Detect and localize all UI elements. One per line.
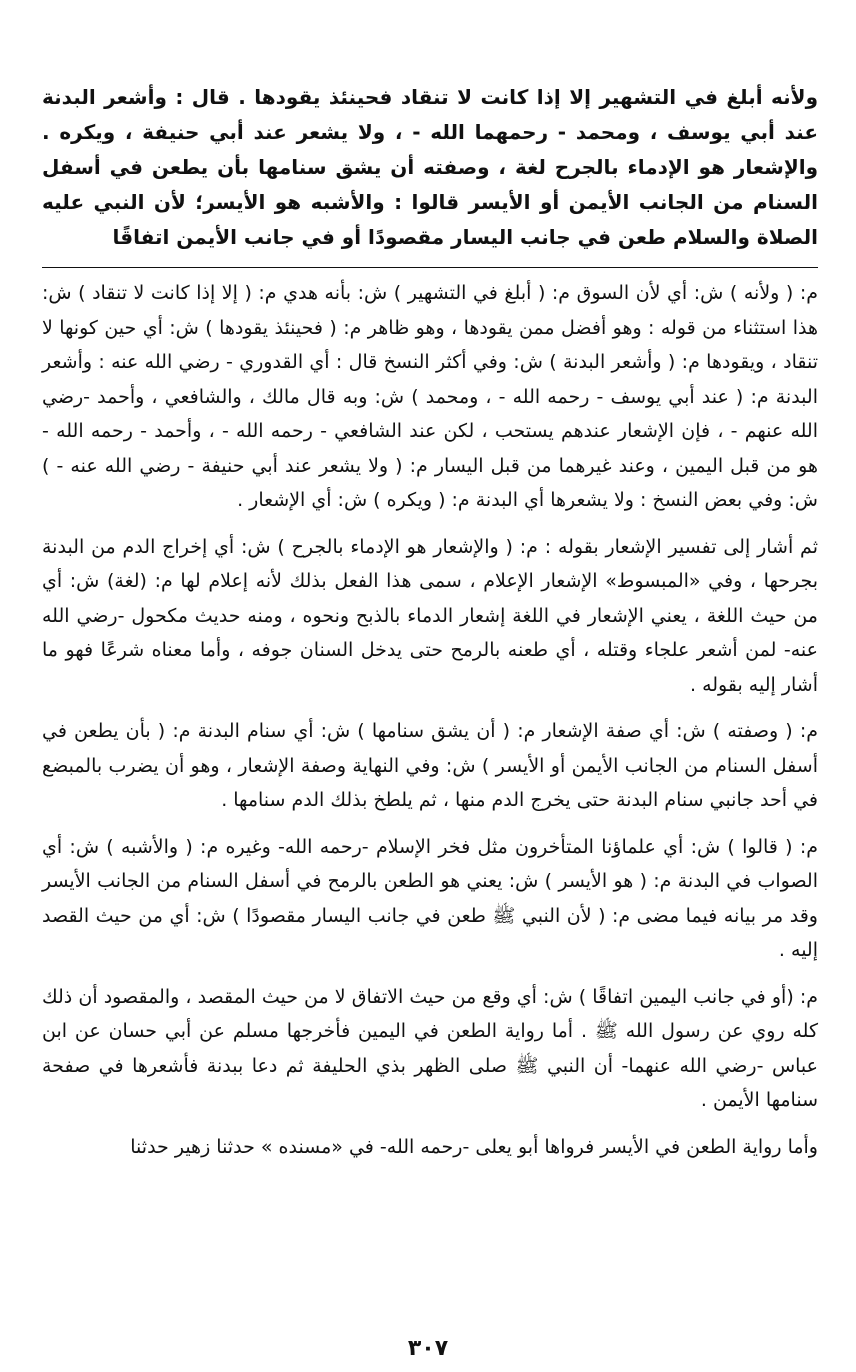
- commentary: [42, 276, 818, 1164]
- matn-text: ولأنه أبلغ في التشهير إلا إذا كانت لا تنقاد فحينئذ يقودها . قال : وأشعر البدنة عند أبي يوسف ، ومحمد - رحمهما الله - ، ولا يشعر عند أبي حنيفة ، ويكره . والإشعار هو الإدماء بالجرح لغة ، وصفته أن يشق سنامها بأن يطعن في أسفل السنام من الجانب الأيمن أو الأيسر قالوا : والأشبه هو الأيسر؛ لأن النبي عليه الصلاة والسلام طعن في جانب اليسار مقصودًا أو في جانب الأيمن اتفاقًا: [42, 85, 818, 249]
- page-body: [42, 80, 818, 1372]
- divider-line: [42, 267, 818, 268]
- commentary-paragraph-6: وأما رواية الطعن في الأيسر فرواها أبو يعلى -رحمه الله- في «مسنده » حدثنا زهير حدثنا: [130, 1135, 818, 1158]
- page-number: ٣٠٧: [407, 1336, 449, 1361]
- commentary-paragraph-2: ثم أشار إلى تفسير الإشعار بقوله : م: ( والإشعار هو الإدماء بالجرح ) ش: أي إخراج الدم من البدنة بجرحها ، وفي «المبسوط» الإشعار الإعلام ، سمى هذا الفعل بذلك لأنه إعلام لها م: (لغة) ش: أي من حيث اللغة ، يعني الإشعار في اللغة إشعار الدماء بالذبح ونحوه ، ومنه حديث مكحول -رضي الله عنه- لمن أشعر علجاء وقتله ، أي طعنه بالرمح حتى يدخل السنان جوفه ، وأما معناه شرعًا فهو ما أشار إليه بقوله .: [42, 535, 818, 696]
- commentary-paragraph-5: م: (أو في جانب اليمين اتفاقًا ) ش: أي وقع من حيث الاتفاق لا من حيث المقصد ، والمقصود أن ذلك كله روي عن رسول الله ﷺ . أما رواية الطعن في اليمين فأخرجها مسلم عن أبي حسان عن ابن عباس -رضي الله عنهما- أن النبي ﷺ صلى الظهر بذي الحليفة ثم دعا ببدنة فأشعرها في صفحة سنامها الأيمن .: [42, 985, 818, 1111]
- commentary-paragraph-1: م: ( ولأنه ) ش: أي لأن السوق م: ( أبلغ في التشهير ) ش: بأنه هدي م: ( إلا إذا كانت لا تنقاد ) ش: هذا استثناء من قوله : وهو أفضل ممن يقودها ، وهو ظاهر م: ( فحينئذ يقودها ) ش: أي حين كونها لا تنقاد ، ويقودها م: ( وأشعر البدنة ) ش: وفي أكثر النسخ قال : أي القدوري - رضي الله عنه : وأشعر البدنة م: ( عند أبي يوسف - رحمه الله - ، ومحمد ) ش: وبه قال مالك ، والشافعي ، وأحمد -رضي الله عنهم - ، فإن الإشعار عندهم يستحب ، لكن عند الشافعي - رحمه الله - ، وأحمد - رحمه الله - هو من قبل اليمين ، وعند غيرهما من قبل اليسار م: ( ولا يشعر عند أبي حنيفة - رضي الله عنه - ) ش: وفي بعض النسخ : ولا يشعرها أي البدنة م: ( ويكره ) ش: أي الإشعار .: [42, 282, 818, 511]
- commentary-paragraph-3: م: ( وصفته ) ش: أي صفة الإشعار م: ( أن يشق سنامها ) ش: أي سنام البدنة م: ( بأن يطعن في أسفل السنام من الجانب الأيمن أو الأيسر ) ش: وفي النهاية وصفة الإشعار ، وهو أن يضرب بالمبضع في أحد جانبي سنام البدنة حتى يخرج الدم منها ، ثم يلطخ بذلك الدم سنامها .: [42, 720, 818, 811]
- commentary-paragraph-4: م: ( قالوا ) ش: أي علماؤنا المتأخرون مثل فخر الإسلام -رحمه الله- وغيره م: ( والأشبه ) ش: أي الصواب في البدنة م: ( هو الأيسر ) ش: يعني هو الطعن بالرمح في أسفل السنام من الجانب الأيسر وقد مر بيانه فيما مضى م: ( لأن النبي ﷺ طعن في جانب اليسار مقصودًا ) ش: أي من حيث القصد إليه .: [42, 835, 818, 961]
